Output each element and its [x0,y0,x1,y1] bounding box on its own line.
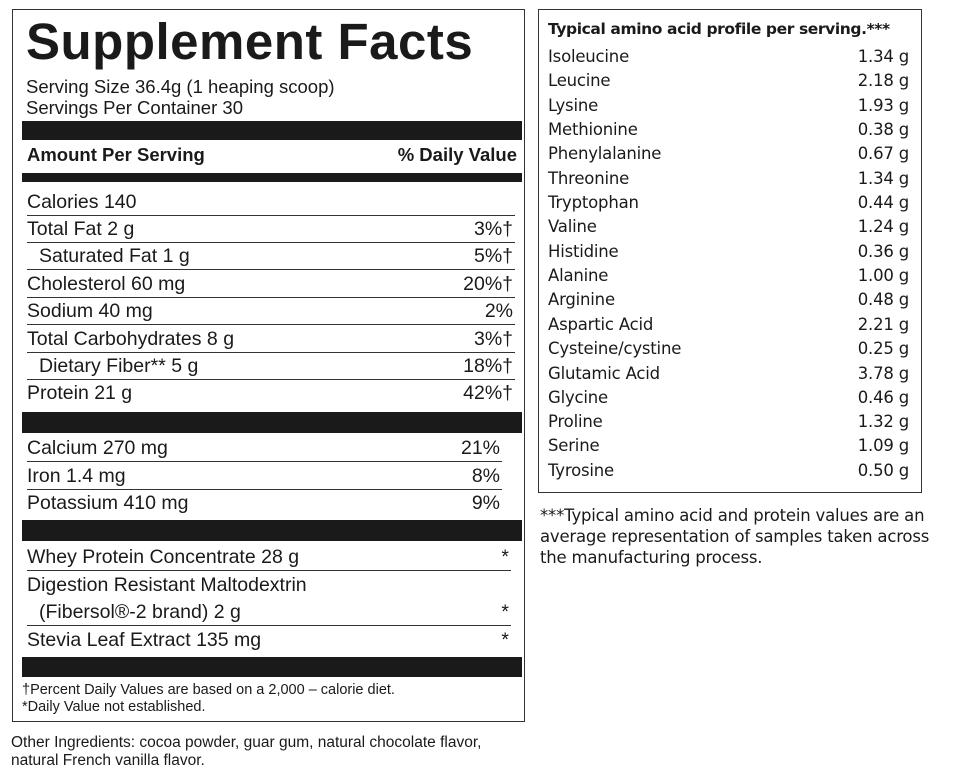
nutrient-label: Saturated Fat 1 g [39,245,190,267]
amino-row [548,240,909,264]
amount-per-serving-label: Amount Per Serving [27,144,205,165]
not-established-footnote: *Daily Value not established. [22,699,206,715]
serving-size: Serving Size 36.4g (1 heaping scoop) [26,76,335,97]
nutrient-label: Sodium 40 mg [27,300,153,322]
amino-name: Histidine [548,242,619,261]
amino-row [548,69,909,93]
amino-row [548,337,909,361]
amount-per-serving-header [27,144,517,166]
nutrient-label: Total Carbohydrates 8 g [27,328,235,350]
amino-amount: 0.67 g [857,144,909,163]
mineral-label: Calcium 270 mg [27,437,168,459]
amino-amount: 0.25 g [857,339,909,358]
nutrient-dv: 18%† [463,355,513,377]
amino-name: Lysine [548,96,599,115]
nutrient-row-sodium [27,298,515,325]
amino-amount: 3.78 g [857,364,909,383]
amino-name: Cysteine/cystine [548,339,682,358]
amino-amount: 0.46 g [857,388,909,407]
amino-amount: 1.32 g [857,412,909,431]
ingredient-row-stevia [27,627,511,654]
amino-footnote-line: ***Typical amino acid and protein values are an [540,506,925,525]
amino-name: Leucine [548,71,611,90]
amino-name: Tryptophan [548,193,639,212]
amino-row [548,459,909,483]
amino-amount: 0.48 g [857,290,909,309]
mineral-dv: 8% [471,465,500,487]
ingredient-dv: * [501,601,509,623]
thick-divider [22,520,522,541]
amino-acid-profile-panel [538,9,922,493]
supplement-facts-title: Supplement Facts [26,13,474,70]
amino-footnote [540,505,960,568]
amino-row [548,410,909,434]
amino-amount: 1.93 g [857,96,909,115]
mineral-row-iron [27,463,502,490]
amino-row [548,191,909,215]
nutrient-row-saturated-fat [27,243,515,270]
nutrient-dv: 5%† [473,245,513,267]
thick-divider [22,412,522,433]
amino-footnote-line: the manufacturing process. [540,548,763,567]
amino-name: Alanine [548,266,609,285]
nutrient-dv: 3%† [473,328,513,350]
nutrient-row-calories [27,189,515,216]
amino-amount: 0.38 g [857,120,909,139]
ingredient-row-fibersol [27,599,511,626]
mineral-dv: 9% [471,492,500,514]
nutrient-dv: 2% [484,300,513,322]
mineral-label: Iron 1.4 mg [27,465,126,487]
ingredient-label: Stevia Leaf Extract 135 mg [27,629,262,651]
nutrient-label: Cholesterol 60 mg [27,273,186,295]
amino-row [548,288,909,312]
nutrient-dv [513,189,515,215]
ingredient-row-whey [27,544,511,571]
nutrient-row-dietary-fiber [27,353,515,380]
amino-name: Isoleucine [548,47,630,66]
amino-row [548,118,909,142]
thick-divider [22,121,522,140]
nutrient-label: Calories 140 [27,191,137,213]
nutrient-row-total-carbohydrates [27,326,515,353]
ingredient-dv: * [501,546,509,568]
nutrient-row-total-fat [27,216,515,243]
nutrient-dv: 20%† [463,273,513,295]
amino-row [548,264,909,288]
amino-profile-title: Typical amino acid profile per serving.*** [548,20,890,38]
ingredient-row-maltodextrin [27,572,511,599]
other-ingredients-line: natural French vanilla flavor. [11,752,205,769]
amino-amount: 0.36 g [857,242,909,261]
amino-amount: 1.09 g [857,436,909,455]
amino-amount: 2.18 g [857,71,909,90]
nutrient-dv: 42%† [463,382,513,404]
daily-value-footnote: †Percent Daily Values are based on a 2,000 – calorie diet. [22,682,395,698]
mineral-dv: 21% [460,437,500,459]
mineral-label: Potassium 410 mg [27,492,189,514]
medium-divider [22,173,522,182]
amino-name: Glutamic Acid [548,364,660,383]
amino-name: Phenylalanine [548,144,662,163]
amino-name: Threonine [548,169,630,188]
amino-name: Glycine [548,388,608,407]
amino-row [548,94,909,118]
amino-row [548,215,909,239]
amino-amount: 1.00 g [857,266,909,285]
other-ingredients [11,734,481,770]
ingredient-label: (Fibersol®-2 brand) 2 g [39,601,241,623]
nutrient-row-protein [27,380,515,407]
amino-row [548,434,909,458]
ingredient-dv: * [501,629,509,651]
amino-amount: 1.24 g [857,217,909,236]
amino-footnote-line: average representation of samples taken across [540,527,930,546]
mineral-row-potassium [27,490,502,517]
other-ingredients-line: Other Ingredients: cocoa powder, guar gum, natural chocolate flavor, [11,734,482,751]
amino-row [548,167,909,191]
nutrient-row-cholesterol [27,271,515,298]
amino-name: Aspartic Acid [548,315,654,334]
nutrient-dv: 3%† [473,218,513,240]
amino-amount: 0.44 g [857,193,909,212]
amino-name: Methionine [548,120,638,139]
amino-amount: 1.34 g [857,47,909,66]
amino-name: Proline [548,412,603,431]
nutrient-label: Dietary Fiber** 5 g [39,355,199,377]
mineral-row-calcium [27,435,502,462]
ingredient-label: Whey Protein Concentrate 28 g [27,546,300,568]
amino-name: Arginine [548,290,615,309]
amino-row [548,362,909,386]
amino-name: Serine [548,436,600,455]
amino-name: Tyrosine [548,461,614,480]
amino-row [548,313,909,337]
amino-row [548,386,909,410]
thick-divider [22,657,522,677]
amino-amount: 1.34 g [857,169,909,188]
supplement-facts-panel [12,9,525,722]
nutrient-label: Protein 21 g [27,382,133,404]
amino-amount: 0.50 g [857,461,909,480]
amino-name: Valine [548,217,597,236]
nutrient-label: Total Fat 2 g [27,218,135,240]
ingredient-dv [509,572,511,599]
servings-per-container: Servings Per Container 30 [26,97,243,118]
daily-value-label: % Daily Value [397,144,517,165]
amino-row [548,45,909,69]
amino-amount: 2.21 g [857,315,909,334]
ingredient-label: Digestion Resistant Maltodextrin [27,574,307,596]
amino-row [548,142,909,166]
